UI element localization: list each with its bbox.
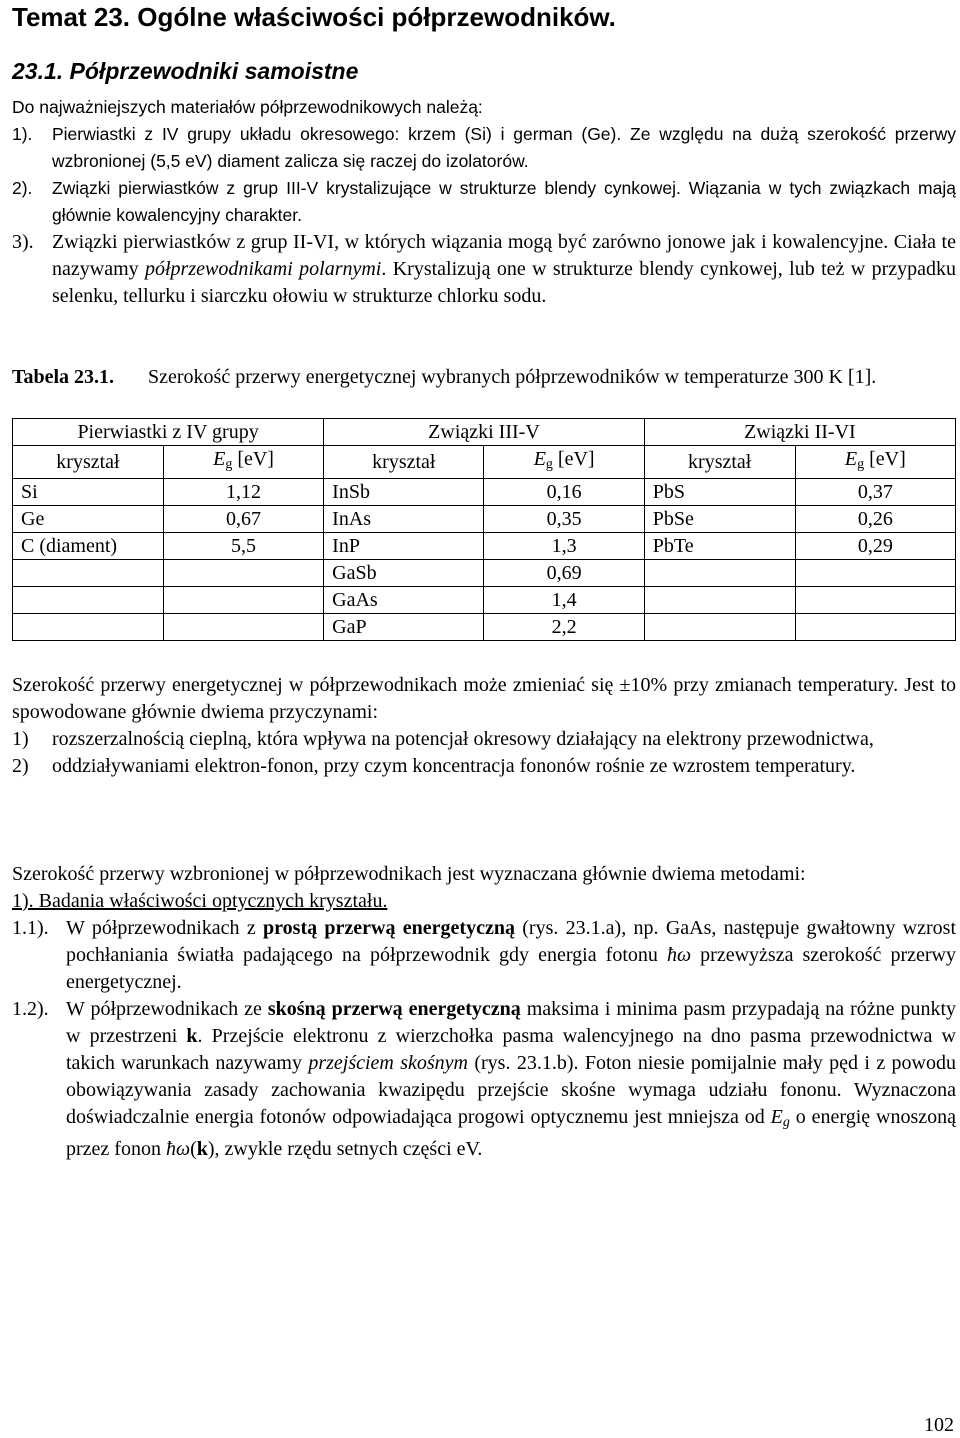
sub-item: 1.1). W półprzewodnikach z prostą przerwą energetyczną (rys. 23.1.a), np. GaAs, następuje gwałtowny wzrost pochłaniania światła padającego na półprzewodnik gdy energia fotonu ħω przewyższa szerokość przerwy energetycznej. bbox=[12, 917, 956, 993]
cell-value: 0,29 bbox=[795, 533, 955, 560]
col-header-eg: $E_g$ [eV] bbox=[795, 446, 955, 479]
table-header-row bbox=[13, 446, 956, 479]
cell-crystal: Si bbox=[13, 479, 164, 506]
cell-value bbox=[795, 587, 955, 614]
table-group-row bbox=[13, 419, 956, 446]
page-number: 102 bbox=[924, 1414, 954, 1436]
cell-value: 1,4 bbox=[484, 587, 644, 614]
cell-crystal: PbTe bbox=[644, 533, 795, 560]
page-title: Temat 23. Ogólne właściwości półprzewodników. bbox=[12, 2, 616, 32]
group-header: Pierwiastki z IV grupy bbox=[13, 419, 324, 446]
caption-label: Tabela 23.1. bbox=[12, 366, 115, 388]
item-italic-term: półprzewodnikami polarnymi bbox=[145, 258, 382, 280]
group-header: Związki III-V bbox=[324, 419, 645, 446]
group-header: Związki II-VI bbox=[644, 419, 955, 446]
item-text: oddziaływaniami elektron-fonon, przy czym koncentracja fononów rośnie ze wzrostem temperatury. bbox=[52, 755, 856, 777]
methods-section bbox=[12, 861, 956, 1163]
item-number: 3). bbox=[12, 231, 34, 253]
item-text: rozszerzalnością cieplną, która wpływa na potencjał okresowy działający na elektrony przewodnictwa, bbox=[52, 728, 874, 750]
cell-crystal bbox=[13, 560, 164, 587]
col-header-eg: $E_g$ [eV] bbox=[484, 446, 644, 479]
paragraph: Szerokość przerwy wzbronionej w półprzewodnikach jest wyznaczana głównie dwiema metodami: bbox=[12, 863, 806, 885]
cell-value: 5,5 bbox=[163, 533, 323, 560]
table-row bbox=[13, 506, 956, 533]
intro-block bbox=[12, 94, 956, 229]
cell-value: 2,2 bbox=[484, 614, 644, 641]
paragraph: Szerokość przerwy energetycznej w półprzewodnikach może zmieniać się ±10% przy zmianach temperatury. Jest to spowodowane głównie dwiema przyczynami: bbox=[12, 674, 956, 723]
cell-crystal: InSb bbox=[324, 479, 484, 506]
item-number: 1). bbox=[12, 124, 33, 144]
table-row bbox=[13, 533, 956, 560]
table-row bbox=[13, 614, 956, 641]
sub-item-number: 1.1). bbox=[12, 917, 49, 939]
cell-crystal: GaAs bbox=[324, 587, 484, 614]
cell-value: 1,12 bbox=[163, 479, 323, 506]
table-caption bbox=[12, 364, 956, 391]
cell-crystal: PbSe bbox=[644, 506, 795, 533]
list-item bbox=[12, 175, 956, 229]
list-item bbox=[12, 229, 956, 310]
table-row bbox=[13, 560, 956, 587]
cell-value: 0,35 bbox=[484, 506, 644, 533]
cell-crystal bbox=[13, 614, 164, 641]
symbol-e: E bbox=[770, 1106, 783, 1128]
list-item bbox=[12, 726, 956, 753]
cell-crystal bbox=[13, 587, 164, 614]
symbol-k: k bbox=[186, 1025, 198, 1047]
cell-value: 1,3 bbox=[484, 533, 644, 560]
section-heading: 23.1. Półprzewodniki samoistne bbox=[12, 58, 359, 84]
item-text: Pierwiastki z IV grupy układu okresowego: krzem (Si) i german (Ge). Ze względu na dużą szerokość przerwy wzbronionej (5,5 eV) diament zalicza się raczej do izolatorów. bbox=[52, 124, 956, 171]
cell-crystal bbox=[644, 560, 795, 587]
cell-value bbox=[795, 560, 955, 587]
caption-text: Szerokość przerwy energetycznej wybranych półprzewodników w temperaturze 300 K [1]. bbox=[148, 366, 877, 388]
temperature-section bbox=[12, 672, 956, 780]
cell-crystal bbox=[644, 614, 795, 641]
col-header-eg: $E_g$ [eV] bbox=[163, 446, 323, 479]
bold-term: skośną przerwą energetyczną bbox=[267, 998, 521, 1020]
intro-text: Do najważniejszych materiałów półprzewodnikowych należą: bbox=[12, 97, 483, 117]
sub-item-number: 1.2). bbox=[12, 998, 49, 1020]
cell-value bbox=[795, 614, 955, 641]
table-row bbox=[13, 479, 956, 506]
col-header-crystal: kryształ bbox=[13, 446, 164, 479]
cell-value bbox=[163, 560, 323, 587]
cell-crystal: Ge bbox=[13, 506, 164, 533]
bandgap-table bbox=[12, 418, 956, 641]
item-number: 1) bbox=[12, 728, 29, 750]
item-text-cont: . Krystalizują one w strukturze blendy cynkowej, lub też w przypadku selenku, tellurku i siarczku ołowiu w strukturze chlorku sodu. bbox=[52, 258, 956, 307]
method-heading: 1). Badania właściwości optycznych kryształu. bbox=[12, 890, 388, 912]
cell-value: 0,16 bbox=[484, 479, 644, 506]
symbol-hbar-omega: ħω bbox=[666, 944, 692, 966]
cell-crystal bbox=[644, 587, 795, 614]
symbol-e-sub: g bbox=[782, 1115, 790, 1130]
item-3-block bbox=[12, 229, 956, 310]
cell-crystal: InAs bbox=[324, 506, 484, 533]
cell-value: 0,69 bbox=[484, 560, 644, 587]
cell-crystal: GaSb bbox=[324, 560, 484, 587]
italic-term: przejściem skośnym bbox=[308, 1052, 468, 1074]
bold-term: prostą przerwą energetyczną bbox=[263, 917, 515, 939]
cell-value: 0,67 bbox=[163, 506, 323, 533]
list-item bbox=[12, 121, 956, 175]
sub-item: 1.2). W półprzewodnikach ze skośną przerwą energetyczną maksima i minima pasm przypadają na różne punkty w przestrzeni k. Przejście elektronu z wierzchołka pasma walencyjnego na dno pasma przewodnictwa w takich warunkach nazywamy przejściem skośnym (rys. 23.1.b). Foton niesie pomijalnie mały pęd i z powodu obowiązywania zasady zachowania kwazipędu przejście skośne wymaga udziału fononu. Wyznaczona doświadczalnie energia fotonów odpowiadająca progowi optycznemu jest mniejsza od $E_g$ o energię wnoszoną przez fonon ħω(k), zwykle rzędu setnych części eV. bbox=[12, 998, 957, 1160]
item-text: Związki pierwiastków z grup II-VI, w których wiązania mogą być zarówno jonowe jak i kowalencyjne. Ciała te nazywamy bbox=[52, 231, 956, 280]
cell-value bbox=[163, 614, 323, 641]
cell-crystal: InP bbox=[324, 533, 484, 560]
cell-value: 0,26 bbox=[795, 506, 955, 533]
item-text: Związki pierwiastków z grup III-V krystalizujące w strukturze blendy cynkowej. Wiązania w tych związkach mają głównie kowalencyjny charakter. bbox=[52, 178, 956, 225]
item-number: 2). bbox=[12, 178, 33, 198]
list-item bbox=[12, 753, 956, 780]
symbol-hbar-omega: ħω bbox=[165, 1138, 191, 1160]
symbol-k: k bbox=[196, 1138, 208, 1160]
col-header-crystal: kryształ bbox=[644, 446, 795, 479]
cell-crystal: C (diament) bbox=[13, 533, 164, 560]
cell-value bbox=[163, 587, 323, 614]
item-number: 2) bbox=[12, 755, 29, 777]
cell-crystal: GaP bbox=[324, 614, 484, 641]
cell-crystal: PbS bbox=[644, 479, 795, 506]
cell-value: 0,37 bbox=[795, 479, 955, 506]
table-row bbox=[13, 587, 956, 614]
col-header-crystal: kryształ bbox=[324, 446, 484, 479]
